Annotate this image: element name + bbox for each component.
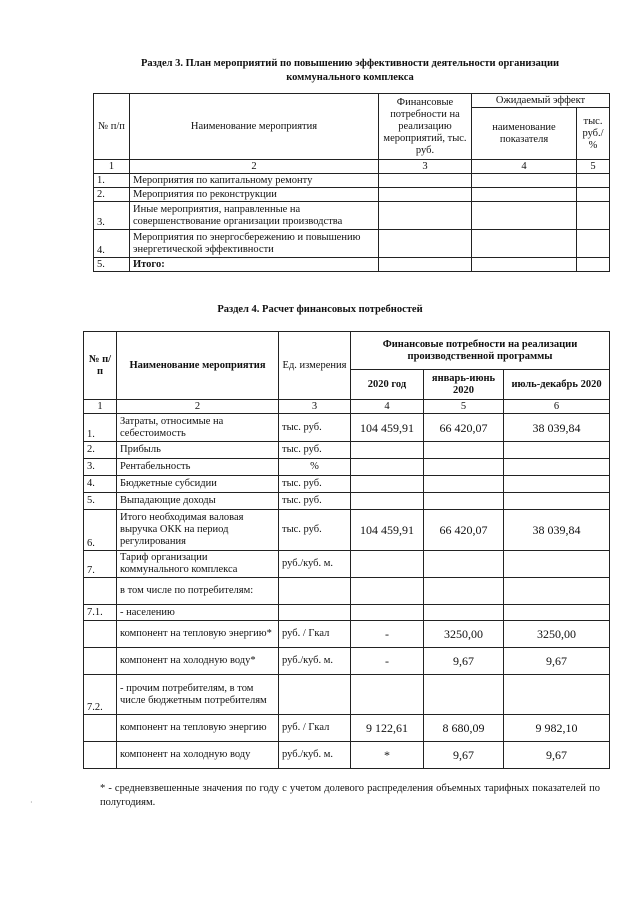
- row-2020: [351, 459, 424, 476]
- row-h2: [504, 459, 610, 476]
- row-2020: [351, 476, 424, 493]
- table-row: [94, 258, 610, 272]
- row-num: 5.: [94, 258, 130, 272]
- s4-header-num: № п/п: [84, 332, 117, 400]
- table-row: [84, 675, 610, 715]
- row-h1: 66 420,07: [424, 510, 504, 551]
- row-2020: 9 122,61: [351, 715, 424, 742]
- row-name: Рентабельность: [117, 459, 279, 476]
- row-num: [84, 648, 117, 675]
- row-h2: 9,67: [504, 742, 610, 769]
- row-name: Тариф организации коммунального комплекса: [117, 551, 279, 578]
- s3-colnum: 2: [130, 160, 379, 174]
- row-2020: -: [351, 648, 424, 675]
- row-num: 1.: [84, 414, 117, 442]
- row-name: компонент на холодную воду: [117, 742, 279, 769]
- row-num: 7.: [84, 551, 117, 578]
- row-name: Затраты, относимые на себестоимость: [117, 414, 279, 442]
- row-h2: [504, 578, 610, 605]
- row-unit: руб./куб. м.: [279, 742, 351, 769]
- row-unit: руб./куб. м.: [279, 551, 351, 578]
- row-h1: [424, 442, 504, 459]
- table-row: [84, 414, 610, 442]
- s4-header-name: Наименование мероприятия: [117, 332, 279, 400]
- s4-colnum: 6: [504, 400, 610, 414]
- s3-header-effect: Ожидаемый эффект: [472, 94, 610, 108]
- row-num: 2.: [84, 442, 117, 459]
- row-h1: 9,67: [424, 742, 504, 769]
- s3-header-name: Наименование мероприятия: [130, 94, 379, 160]
- row-unit: руб. / Гкал: [279, 621, 351, 648]
- row-unit: руб. / Гкал: [279, 715, 351, 742]
- row-unit: руб./куб. м.: [279, 648, 351, 675]
- row-2020: [351, 605, 424, 621]
- row-h2: [504, 476, 610, 493]
- row-num: [84, 742, 117, 769]
- row-num: [84, 578, 117, 605]
- row-h2: [504, 675, 610, 715]
- row-unit: %: [279, 459, 351, 476]
- row-h2: 38 039,84: [504, 510, 610, 551]
- s3-header-num: № п/п: [94, 94, 130, 160]
- footnote: * - средневзвешенные значения по году с учетом долевого распределения объемных тарифных показателей по полугодиям.: [100, 783, 600, 808]
- row-h2: [504, 493, 610, 510]
- s3-colnum: 5: [577, 160, 610, 174]
- row-h2: [504, 605, 610, 621]
- row-name: Мероприятия по реконструкции: [130, 188, 379, 202]
- row-num: 2.: [94, 188, 130, 202]
- s4-colnum: 2: [117, 400, 279, 414]
- row-name: компонент на тепловую энергию*: [117, 621, 279, 648]
- s3-header-fin: Финансовые потребности на реализацию мероприятий, тыс. руб.: [379, 94, 472, 160]
- row-num: 6.: [84, 510, 117, 551]
- row-name: в том числе по потребителям:: [117, 578, 279, 605]
- s4-colnum: 4: [351, 400, 424, 414]
- s3-header-indicator: наименование показателя: [472, 108, 577, 160]
- table-row: [84, 476, 610, 493]
- row-2020: 104 459,91: [351, 510, 424, 551]
- s4-header-unit: Ед. измерения: [279, 332, 351, 400]
- table-row: [84, 493, 610, 510]
- row-num: [84, 715, 117, 742]
- row-h1: 66 420,07: [424, 414, 504, 442]
- table-row: [84, 551, 610, 578]
- row-unit: тыс. руб.: [279, 476, 351, 493]
- table-row: [84, 442, 610, 459]
- row-num: 7.2.: [84, 675, 117, 715]
- s4-header-fin: Финансовые потребности на реализации производственной программы: [351, 332, 610, 370]
- row-2020: *: [351, 742, 424, 769]
- s3-colnum: 3: [379, 160, 472, 174]
- row-name: Мероприятия по энергосбережению и повышению энергетической эффективности: [130, 230, 379, 258]
- s4-colnum: 3: [279, 400, 351, 414]
- s4-header-h1: январь-июнь 2020: [424, 370, 504, 400]
- section3-table: [93, 93, 610, 272]
- row-num: 1.: [94, 174, 130, 188]
- row-h1: 9,67: [424, 648, 504, 675]
- row-num: 7.1.: [84, 605, 117, 621]
- row-h1: [424, 459, 504, 476]
- row-unit: [279, 605, 351, 621]
- row-name: - населению: [117, 605, 279, 621]
- table-row: [84, 510, 610, 551]
- row-unit: тыс. руб.: [279, 493, 351, 510]
- row-h1: [424, 605, 504, 621]
- table-row: [84, 648, 610, 675]
- row-unit: тыс. руб.: [279, 414, 351, 442]
- row-h2: [504, 442, 610, 459]
- s3-header-rub-pct: тыс. руб./ %: [577, 108, 610, 160]
- row-num: 5.: [84, 493, 117, 510]
- row-num: 3.: [84, 459, 117, 476]
- row-2020: -: [351, 621, 424, 648]
- table-row: [94, 174, 610, 188]
- row-2020: [351, 675, 424, 715]
- section3-title: [90, 57, 610, 85]
- table-row: [84, 605, 610, 621]
- row-unit: тыс. руб.: [279, 442, 351, 459]
- row-h1: [424, 675, 504, 715]
- row-unit: тыс. руб.: [279, 510, 351, 551]
- table-row: [94, 230, 610, 258]
- row-h2: [504, 551, 610, 578]
- row-h2: 9,67: [504, 648, 610, 675]
- table-row: [94, 188, 610, 202]
- s4-header-2020: 2020 год: [351, 370, 424, 400]
- row-name: Мероприятия по капитальному ремонту: [130, 174, 379, 188]
- section4-title: Раздел 4. Расчет финансовых потребностей: [217, 304, 423, 315]
- row-name: компонент на холодную воду*: [117, 648, 279, 675]
- row-num: 4.: [94, 230, 130, 258]
- table-row: [94, 202, 610, 230]
- row-unit: [279, 675, 351, 715]
- row-num: 3.: [94, 202, 130, 230]
- table-row: [84, 459, 610, 476]
- row-h1: [424, 551, 504, 578]
- row-name: Бюджетные субсидии: [117, 476, 279, 493]
- row-num: 4.: [84, 476, 117, 493]
- section3-title-line2: коммунального комплекса: [286, 72, 414, 83]
- s4-header-h2: июль-декабрь 2020: [504, 370, 610, 400]
- row-name: Итого:: [130, 258, 379, 272]
- s3-colnum: 1: [94, 160, 130, 174]
- row-name: Выпадающие доходы: [117, 493, 279, 510]
- row-h1: [424, 476, 504, 493]
- s4-colnum: 1: [84, 400, 117, 414]
- s3-colnum: 4: [472, 160, 577, 174]
- row-name: Прибыль: [117, 442, 279, 459]
- section3-title-line1: Раздел 3. План мероприятий по повышению эффективности деятельности организации: [140, 58, 560, 69]
- row-h2: 9 982,10: [504, 715, 610, 742]
- row-name: Иные мероприятия, направленные на совершенствование организации производства: [130, 202, 379, 230]
- table-row: [84, 742, 610, 769]
- table-row: [84, 715, 610, 742]
- row-h1: [424, 493, 504, 510]
- row-2020: 104 459,91: [351, 414, 424, 442]
- row-unit: [279, 578, 351, 605]
- row-h1: [424, 578, 504, 605]
- row-2020: [351, 442, 424, 459]
- row-name: Итого необходимая валовая выручка ОКК на период регулирования: [117, 510, 279, 551]
- table-row: [84, 621, 610, 648]
- s4-colnum: 5: [424, 400, 504, 414]
- row-name: - прочим потребителям, в том числе бюджетным потребителям: [117, 675, 279, 715]
- row-h1: 8 680,09: [424, 715, 504, 742]
- section4-table: [83, 331, 610, 769]
- row-2020: [351, 551, 424, 578]
- row-2020: [351, 578, 424, 605]
- row-num: [84, 621, 117, 648]
- row-h2: 3250,00: [504, 621, 610, 648]
- row-2020: [351, 493, 424, 510]
- row-h2: 38 039,84: [504, 414, 610, 442]
- scan-speck: ·: [30, 798, 33, 807]
- row-name: компонент на тепловую энергию: [117, 715, 279, 742]
- table-row: [84, 578, 610, 605]
- row-h1: 3250,00: [424, 621, 504, 648]
